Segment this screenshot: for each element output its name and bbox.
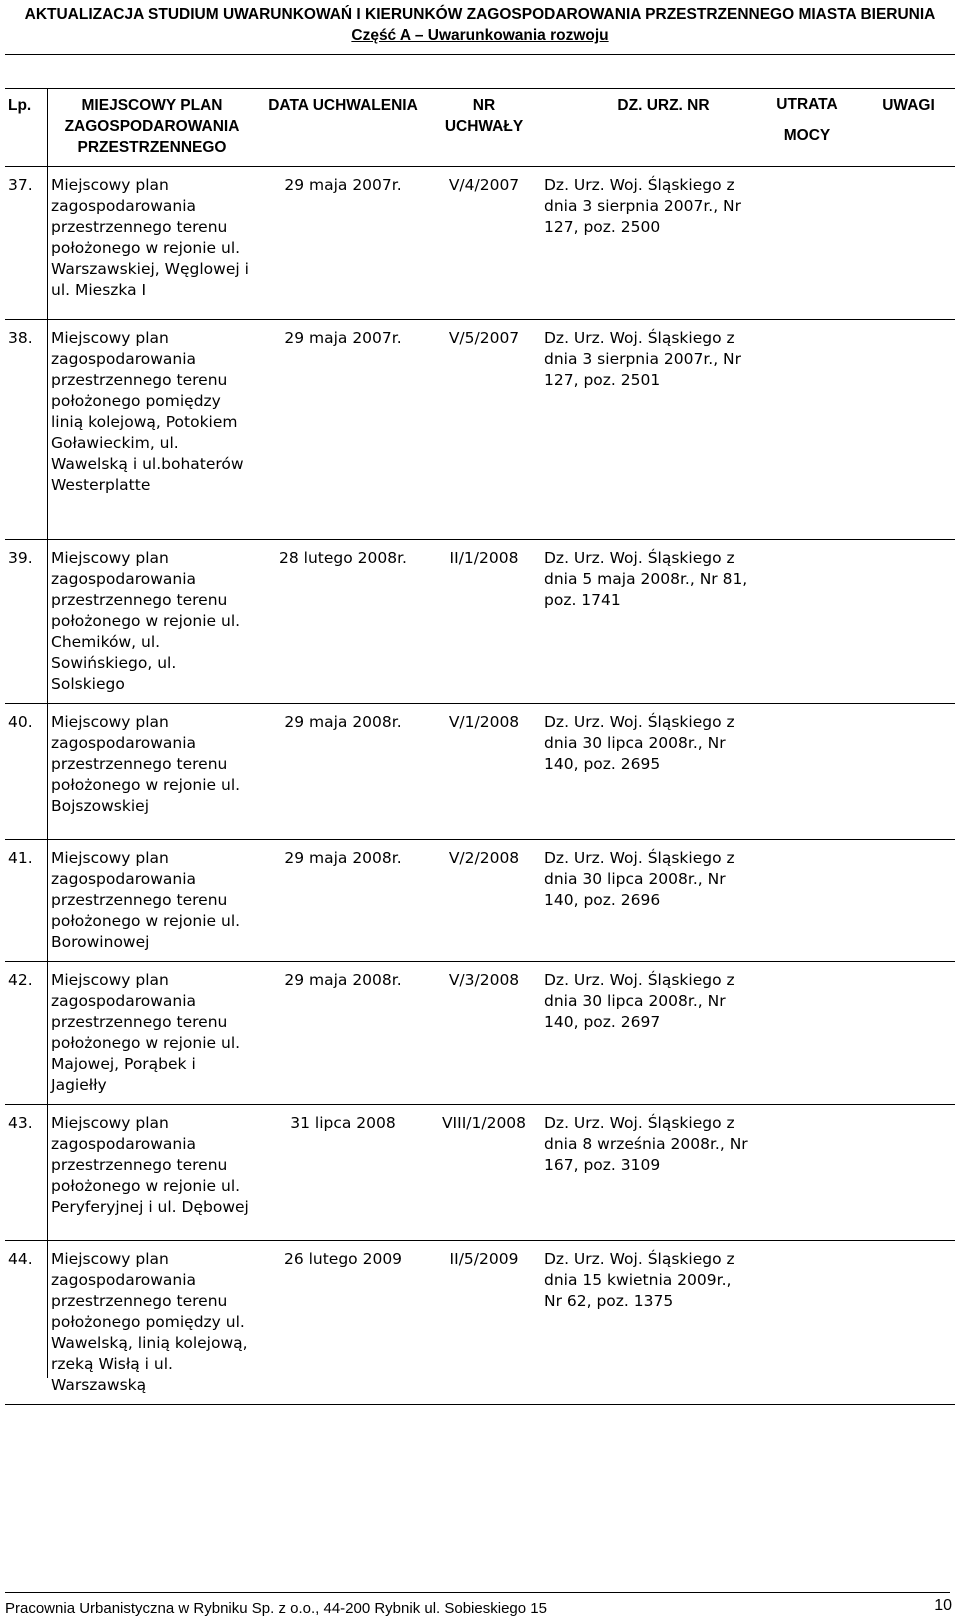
cell-plan: Miejscowy plan zagospodarowania przestrzennego terenu położonego w rejonie ul. Borowinowej — [47, 840, 257, 962]
cell-plan: Miejscowy plan zagospodarowania przestrzennego terenu położonego w rejonie ul. Peryferyjnej i ul. Dębowej — [47, 1105, 257, 1241]
cell-lp: 40. — [5, 704, 47, 840]
cell-dz: Dz. Urz. Woj. Śląskiego z dnia 5 maja 2008r., Nr 81, poz. 1741 — [539, 540, 752, 704]
cell-nr: V/4/2007 — [429, 167, 539, 320]
cell-uwagi — [862, 704, 955, 840]
table-row — [5, 840, 955, 962]
cell-nr: II/1/2008 — [429, 540, 539, 704]
cell-date: 29 maja 2008r. — [257, 840, 429, 962]
cell-uwagi — [862, 1105, 955, 1241]
cell-uwagi — [862, 1241, 955, 1405]
cell-lp: 42. — [5, 962, 47, 1105]
cell-plan: Miejscowy plan zagospodarowania przestrzennego terenu położonego w rejonie ul. Warszawskiej, Węglowej i ul. Mieszka I — [47, 167, 257, 320]
cell-nr: V/5/2007 — [429, 320, 539, 540]
cell-plan: Miejscowy plan zagospodarowania przestrzennego terenu położonego w rejonie ul. Majowej, Porąbek i Jagiełły — [47, 962, 257, 1105]
table-row — [5, 1241, 955, 1405]
cell-dz: Dz. Urz. Woj. Śląskiego z dnia 30 lipca 2008r., Nr 140, poz. 2696 — [539, 840, 752, 962]
cell-lp: 39. — [5, 540, 47, 704]
table-row — [5, 962, 955, 1105]
cell-plan: Miejscowy plan zagospodarowania przestrzennego terenu położonego w rejonie ul. Chemików, ul. Sowińskiego, ul. Solskiego — [47, 540, 257, 704]
cell-nr: II/5/2009 — [429, 1241, 539, 1405]
footer-rule — [5, 1592, 950, 1593]
cell-nr: V/3/2008 — [429, 962, 539, 1105]
cell-dz: Dz. Urz. Woj. Śląskiego z dnia 3 sierpnia 2007r., Nr 127, poz. 2500 — [539, 167, 752, 320]
cell-date: 29 maja 2007r. — [257, 320, 429, 540]
cell-nr: VIII/1/2008 — [429, 1105, 539, 1241]
cell-utrata — [752, 840, 862, 962]
column-divider — [47, 88, 48, 1378]
col-header-uwagi: UWAGI — [862, 89, 955, 167]
cell-date: 29 maja 2008r. — [257, 704, 429, 840]
cell-utrata — [752, 540, 862, 704]
table-header-row — [5, 89, 955, 167]
document-title: AKTUALIZACJA STUDIUM UWARUNKOWAŃ I KIERUNKÓW ZAGOSPODAROWANIA PRZESTRZENNEGO MIASTA BIERUNIA — [24, 6, 936, 23]
col-header-plan: MIEJSCOWY PLAN ZAGOSPODAROWANIA PRZESTRZENNEGO — [47, 89, 257, 167]
cell-plan: Miejscowy plan zagospodarowania przestrzennego terenu położonego w rejonie ul. Bojszowskiej — [47, 704, 257, 840]
cell-utrata — [752, 320, 862, 540]
table-row — [5, 1105, 955, 1241]
cell-uwagi — [862, 320, 955, 540]
cell-plan: Miejscowy plan zagospodarowania przestrzennego terenu położonego pomiędzy linią kolejową, Potokiem Goławieckim, ul. Wawelską i ul.bohaterów Westerplatte — [47, 320, 257, 540]
cell-utrata — [752, 704, 862, 840]
cell-uwagi — [862, 167, 955, 320]
cell-uwagi — [862, 840, 955, 962]
table-row — [5, 320, 955, 540]
cell-utrata — [752, 1241, 862, 1405]
table-row — [5, 704, 955, 840]
cell-dz: Dz. Urz. Woj. Śląskiego z dnia 30 lipca 2008r., Nr 140, poz. 2695 — [539, 704, 752, 840]
col-header-dz: DZ. URZ. NR — [539, 89, 752, 167]
col-header-utrata: UTRATA MOCY — [752, 89, 862, 167]
cell-utrata — [752, 962, 862, 1105]
col-header-nr: NR UCHWAŁY — [429, 89, 539, 167]
document-subtitle: Część A – Uwarunkowania rozwoju — [351, 27, 609, 44]
table-row — [5, 540, 955, 704]
cell-nr: V/2/2008 — [429, 840, 539, 962]
document-header — [0, 4, 960, 46]
cell-nr: V/1/2008 — [429, 704, 539, 840]
plans-table — [5, 88, 955, 1405]
cell-lp: 44. — [5, 1241, 47, 1405]
header-rule — [5, 54, 955, 55]
cell-dz: Dz. Urz. Woj. Śląskiego z dnia 8 września 2008r., Nr 167, poz. 3109 — [539, 1105, 752, 1241]
table-row — [5, 167, 955, 320]
cell-lp: 43. — [5, 1105, 47, 1241]
cell-plan: Miejscowy plan zagospodarowania przestrzennego terenu położonego pomiędzy ul. Wawelską, linią kolejową, rzeką Wisłą i ul. Warszawską — [47, 1241, 257, 1405]
cell-uwagi — [862, 540, 955, 704]
cell-dz: Dz. Urz. Woj. Śląskiego z dnia 30 lipca 2008r., Nr 140, poz. 2697 — [539, 962, 752, 1105]
cell-date: 26 lutego 2009 — [257, 1241, 429, 1405]
cell-lp: 41. — [5, 840, 47, 962]
page-number: 10 — [934, 1597, 952, 1614]
cell-date: 29 maja 2008r. — [257, 962, 429, 1105]
cell-utrata — [752, 167, 862, 320]
col-header-lp: Lp. — [5, 89, 47, 167]
cell-utrata — [752, 1105, 862, 1241]
cell-date: 29 maja 2007r. — [257, 167, 429, 320]
cell-dz: Dz. Urz. Woj. Śląskiego z dnia 15 kwietnia 2009r., Nr 62, poz. 1375 — [539, 1241, 752, 1405]
footer-text: Pracownia Urbanistyczna w Rybniku Sp. z o.o., 44-200 Rybnik ul. Sobieskiego 15 — [5, 1600, 547, 1617]
cell-dz: Dz. Urz. Woj. Śląskiego z dnia 3 sierpnia 2007r., Nr 127, poz. 2501 — [539, 320, 752, 540]
cell-date: 28 lutego 2008r. — [257, 540, 429, 704]
cell-lp: 37. — [5, 167, 47, 320]
col-header-date: DATA UCHWALENIA — [257, 89, 429, 167]
cell-lp: 38. — [5, 320, 47, 540]
cell-uwagi — [862, 962, 955, 1105]
cell-date: 31 lipca 2008 — [257, 1105, 429, 1241]
